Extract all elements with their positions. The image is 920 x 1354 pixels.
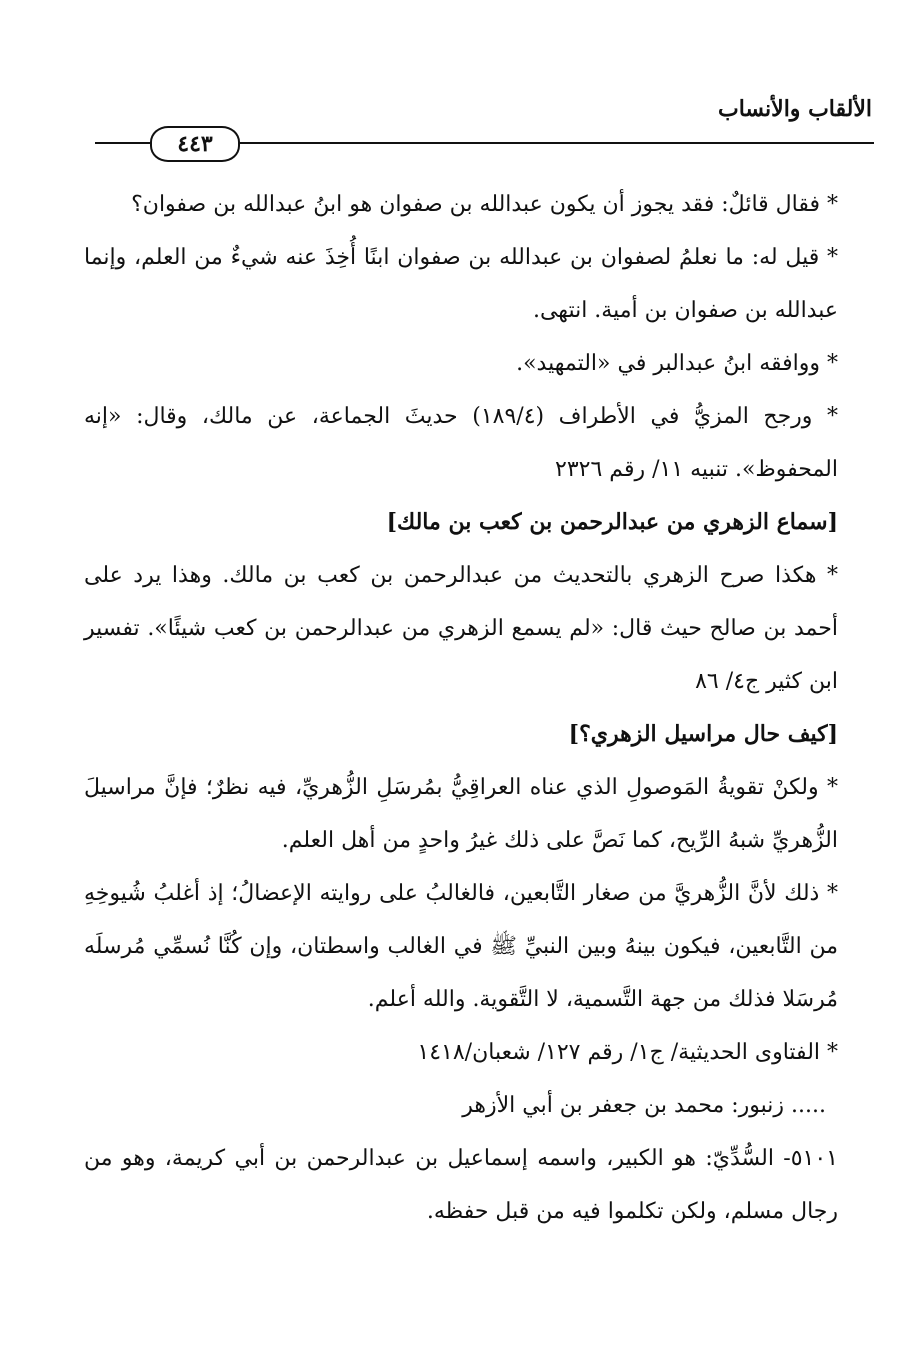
section-heading-2: [كيف حال مراسيل الزهري؟] [568, 721, 838, 747]
entry-5101: ٥١٠١- السُّدِّيّ: هو الكبير، واسمه إسماعيل بن عبدالرحمن بن أبي كريمة، وهو من رجال مسلم، ولكن تكلموا فيه من قبل حفظه. [84, 1146, 838, 1224]
paragraph-2: * قيل له: ما نعلمُ لصفوان بن عبدالله بن صفوان ابنًا أُخِذَ عنه شيءٌ من العلم، وإنما عبدالله بن صفوان بن أمية. انتهى. [84, 245, 838, 323]
citation-line: * الفتاوى الحديثية/ ج١/ رقم ١٢٧/ شعبان/١٤١٨ [417, 1040, 838, 1065]
paragraph-7: * ذلك لأنَّ الزُّهريَّ من صغار التَّابعين، فالغالبُ على روايته الإعضالُ؛ إذ أغلبُ شُيوخِهِ من التَّابعين، فيكون بينهُ وبين النبيِّ ﷺ في الغالب واسطتان، وإن كُنَّا نُسمِّي مُرسلَه مُرسَلا فذلك من جهة التَّسمية، لا التَّقوية. والله أعلم. [84, 881, 838, 1012]
section-heading-1: [سماع الزهري من عبدالرحمن بن كعب بن مالك] [386, 509, 838, 535]
page-body [84, 178, 868, 1238]
page-number: ٤٤٣ [150, 126, 240, 162]
zanbur-entry: ..... زنبور: محمد بن جعفر بن أبي الأزهر [462, 1093, 826, 1118]
running-title: الألقاب والأنساب [717, 96, 872, 122]
paragraph-6: * ولكنْ تقويةُ المَوصولِ الذي عناه العراقِيُّ بمُرسَلِ الزُّهريِّ، فيه نظرٌ؛ فإنَّ مراسيلَ الزُّهريِّ شبهُ الرِّيح، كما نَصَّ على ذلك غيرُ واحدٍ من أهل العلم. [84, 775, 838, 853]
paragraph-3: * ووافقه ابنُ عبدالبر في «التمهيد». [516, 351, 838, 376]
paragraph-1: * فقال قائلٌ: فقد يجوز أن يكون عبدالله بن صفوان هو ابنُ عبدالله بن صفوان؟ [131, 192, 838, 217]
paragraph-4: * ورجح المزيُّ في الأطراف (١٨٩/٤) حديثَ الجماعة، عن مالك، وقال: «إنه المحفوظ». تنبيه ١١/ رقم ٢٣٢٦ [84, 404, 839, 482]
paragraph-5: * هكذا صرح الزهري بالتحديث من عبدالرحمن بن كعب بن مالك. وهذا يرد على أحمد بن صالح حيث قال: «لم يسمع الزهري من عبدالرحمن بن كعب شيئًا». تفسير ابن كثير ج٤/ ٨٦ [84, 563, 838, 694]
